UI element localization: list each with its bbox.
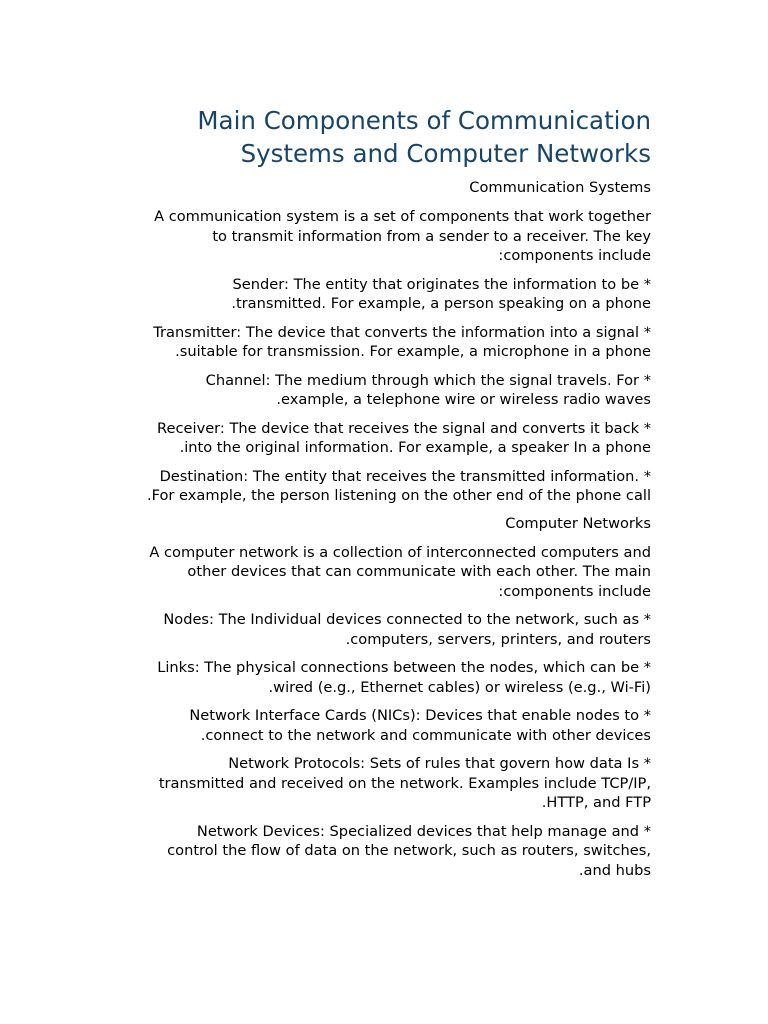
document-title [100, 104, 651, 170]
section-heading: Communication Systems [469, 179, 651, 196]
text-line: .HTTP, and FTP [541, 794, 651, 811]
text-line: transmitted and received on the network. Examples include TCP/IP, [158, 774, 651, 792]
list-item [100, 754, 651, 813]
text-line: Network Devices: Specialized devices that help manage and * [196, 822, 651, 840]
list-item [100, 371, 651, 410]
section-heading: Computer Networks [505, 514, 651, 532]
text-line: A communication system is a set of components that work together [154, 208, 651, 225]
document-page [100, 104, 651, 880]
list-item [100, 275, 651, 314]
text-line: Channel: The medium through which the signal travels. For * [205, 371, 651, 389]
text-line: Destination: The entity that receives the transmitted information. * [159, 467, 651, 485]
list-item [100, 610, 651, 649]
text-line: Network Protocols: Sets of rules that govern how data Is * [228, 755, 651, 772]
text-line: Receiver: The device that receives the signal and converts it back * [157, 419, 651, 437]
text-line: .For example, the person listening on the other end of the phone call [146, 487, 651, 504]
list-item [100, 822, 651, 881]
text-line: control the flow of data on the network, such as routers, switches, [167, 842, 651, 859]
list-item [100, 323, 651, 362]
list-item [100, 706, 651, 745]
section-computer-networks [100, 514, 651, 881]
text-line: .transmitted. For example, a person speaking on a phone [231, 295, 651, 312]
section-intro [100, 207, 651, 266]
text-line: Sender: The entity that originates the information to be * [232, 275, 651, 293]
text-line: .connect to the network and communicate with other devices [200, 726, 651, 744]
text-line: .suitable for transmission. For example, a microphone in a phone [175, 343, 651, 360]
text-line: Network Interface Cards (NICs): Devices that enable nodes to * [189, 707, 651, 724]
title-line: Main Components of Communication [197, 106, 651, 135]
list-item [100, 467, 651, 506]
text-line: .into the original information. For example, a speaker In a phone [179, 439, 651, 456]
text-line: Nodes: The Individual devices connected to the network, such as * [163, 611, 651, 628]
list-item [100, 658, 651, 697]
text-line: .computers, servers, printers, and routers [345, 630, 651, 648]
text-line: :components include [498, 247, 651, 264]
text-line: A computer network is a collection of interconnected computers and [149, 543, 651, 561]
title-line: Systems and Computer Networks [240, 139, 651, 168]
text-line: other devices that can communicate with each other. The main [187, 563, 651, 580]
text-line: :components include [498, 582, 651, 600]
text-line: Transmitter: The device that converts the information into a signal * [153, 323, 651, 341]
list-item [100, 419, 651, 458]
section-intro [100, 543, 651, 602]
text-line: Links: The physical connections between the nodes, which can be * [157, 659, 651, 676]
text-line: .and hubs [578, 861, 651, 879]
text-line: .wired (e.g., Ethernet cables) or wireless (e.g., Wi-Fi) [268, 678, 651, 696]
text-line: .example, a telephone wire or wireless radio waves [276, 391, 651, 408]
section-communication-systems [100, 178, 651, 506]
text-line: to transmit information from a sender to a receiver. The key [212, 227, 651, 245]
